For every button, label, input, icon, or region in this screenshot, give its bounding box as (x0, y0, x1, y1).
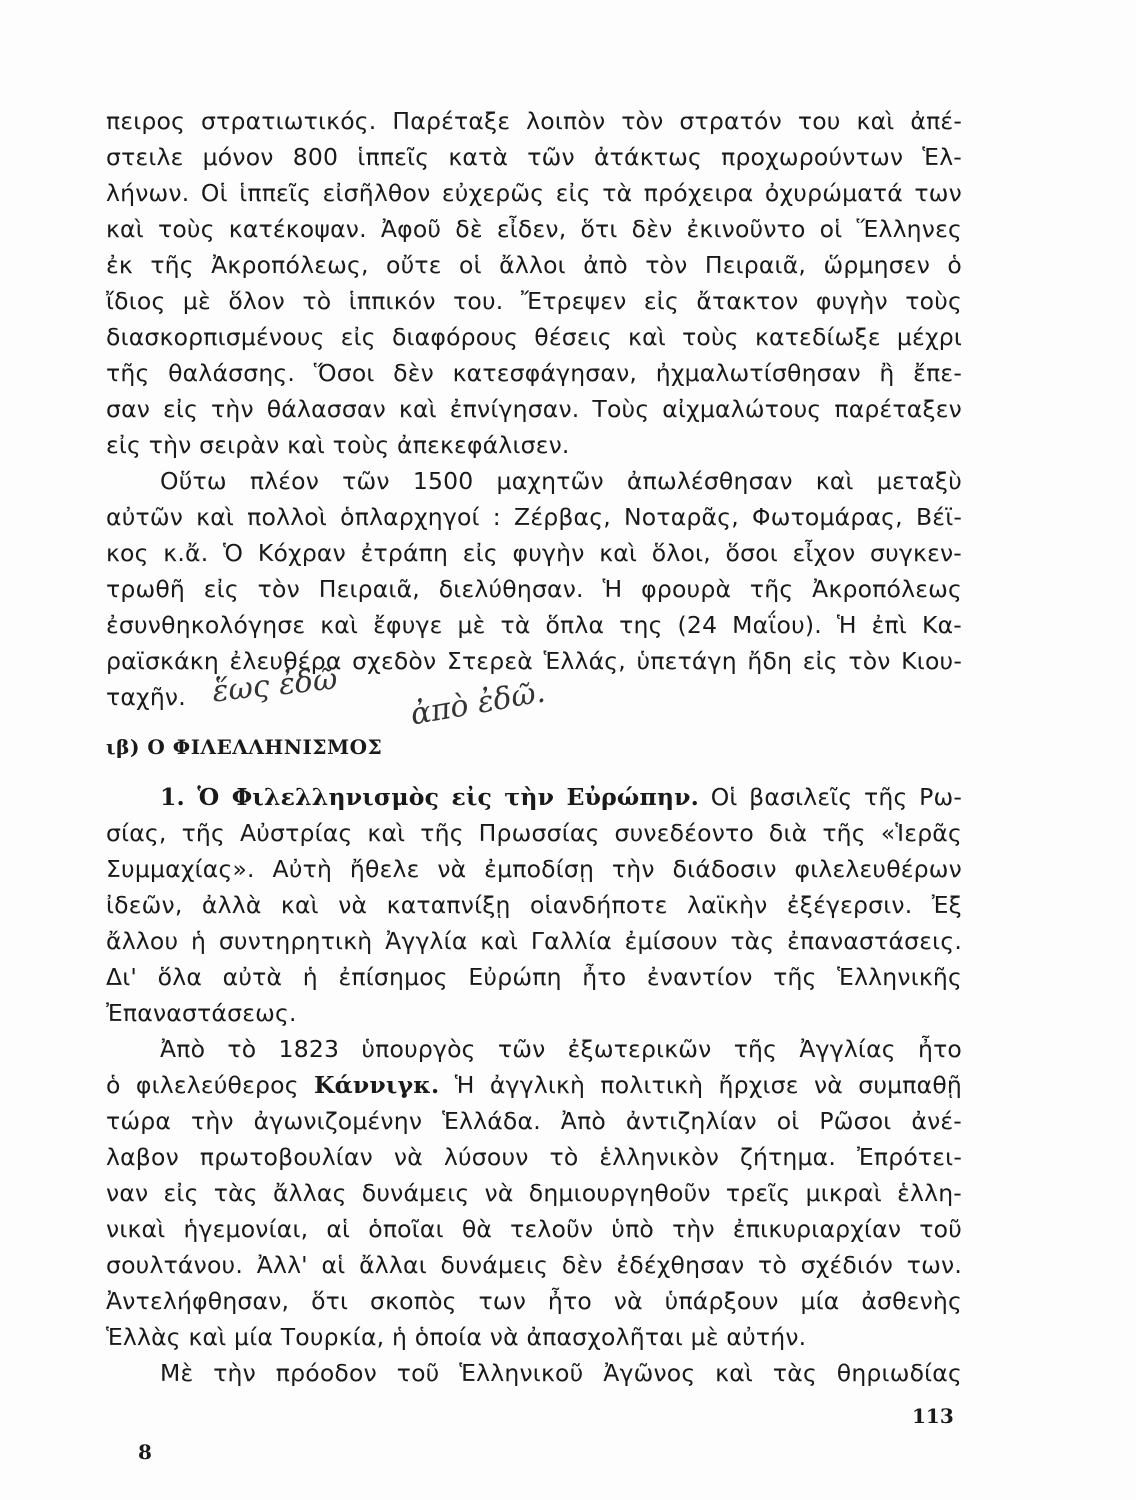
text-line: Μὲ τὴν πρόοδον τοῦ Ἑλληνικοῦ Ἀγῶνος καὶ τὰς θηριωδίας (160, 1359, 962, 1387)
text-line: εἰς τὴν σειρὰν καὶ τοὺς ἀπεκεφάλισεν. (106, 431, 570, 459)
text-line: ἄλλου ἡ συντηρητικὴ Ἀγγλία καὶ Γαλλία ἐμίσουν τὰς ἐπαναστάσεις. (106, 927, 962, 955)
handwritten-note-from-here: ἀπὸ ἐδῶ. (407, 674, 548, 733)
signature-number: 8 (138, 1440, 152, 1464)
text-line: Ἀντελήφθησαν, ὅτι σκοπὸς των ἦτο νὰ ὑπάρξουν μία ἀσθενὴς (106, 1287, 962, 1315)
text-line: λήνων. Οἱ ἱππεῖς εἰσῆλθον εὐχερῶς εἰς τὰ πρόχειρα ὀχυρώματά των (106, 179, 962, 207)
text-line: Ἑλλὰς καὶ μία Τουρκία, ἡ ὁποία νὰ ἀπασχολῆται μὲ αὐτήν. (106, 1323, 807, 1351)
text-line: στειλε μόνον 800 ἱππεῖς κατὰ τῶν ἀτάκτως προχωρούντων Ἑλ- (106, 143, 962, 171)
text-line: καὶ τοὺς κατέκοψαν. Ἀφοῦ δὲ εἶδεν, ὅτι δὲν ἐκινοῦντο οἱ Ἕλληνες (106, 215, 962, 243)
text-line: ταχῆν. (106, 683, 186, 711)
text-fragment: Ἡ ἀγγλικὴ πολιτικὴ ἤρχισε νὰ συμπαθῇ (454, 1071, 963, 1099)
text-line: σαν εἰς τὴν θάλασσαν καὶ ἐπνίγησαν. Τοὺς αἰχμαλώτους παρέταξεν (106, 395, 962, 423)
text-line: ναν εἰς τὰς ἄλλας δυνάμεις νὰ δημιουργηθοῦν τρεῖς μικραὶ ἑλλη- (106, 1179, 962, 1207)
text-line: ἴδιος μὲ ὅλον τὸ ἱππικόν του. Ἔτρεψεν εἰς ἄτακτον φυγὴν τοὺς (106, 287, 962, 315)
text-line: τρωθῆ εἰς τὸν Πειραιᾶ, διελύθησαν. Ἡ φρουρὰ τῆς Ἀκροπόλεως (106, 575, 962, 603)
handwritten-note-until-here: ἕως ἐδῶ (210, 661, 340, 710)
text-line: ραϊσκάκη ἐλευθέρα σχεδὸν Στερεὰ Ἑλλάς, ὑπετάγη ἤδη εἰς τὸν Κιου- (106, 647, 962, 675)
text-line: νικαὶ ἡγεμονίαι, αἱ ὁποῖαι θὰ τελοῦν ὑπὸ τὴν ἐπικυριαρχίαν τοῦ (106, 1215, 962, 1243)
subsection-first-line (106, 780, 962, 814)
name-kanning: Κάννιγκ. (314, 1071, 440, 1099)
text-line: τῆς θαλάσσης. Ὅσοι δὲν κατεσφάγησαν, ἠχμαλωτίσθησαν ἢ ἔπε- (106, 359, 962, 387)
text-line: λαβον πρωτοβουλίαν νὰ λύσουν τὸ ἑλληνικὸν ζήτημα. Ἐπρότει- (106, 1143, 962, 1171)
text-line: πειρος στρατιωτικός. Παρέταξε λοιπὸν τὸν στρατόν του καὶ ἀπέ- (106, 107, 962, 135)
text-line: αὐτῶν καὶ πολλοὶ ὁπλαρχηγοί : Ζέρβας, Νοταρᾶς, Φωτομάρας, Βέϊ- (106, 503, 962, 531)
subsection-title: 1. Ὁ Φιλελληνισμὸς εἰς τὴν Εὐρώπην. (160, 783, 700, 811)
text-line: σίας, τῆς Αὐστρίας καὶ τῆς Πρωσσίας συνεδέοντο διὰ τῆς «Ἱερᾶς (106, 819, 962, 847)
page-number: 113 (912, 1404, 954, 1428)
text-fragment: ὁ φιλελεύθερος (106, 1071, 299, 1099)
text-line: ἰδεῶν, ἀλλὰ καὶ νὰ καταπνίξῃ οἱανδήποτε λαϊκὴν ἐξέγερσιν. Ἐξ (106, 891, 962, 919)
text-line: τώρα τὴν ἀγωνιζομένην Ἑλλάδα. Ἀπὸ ἀντιζηλίαν οἱ Ρῶσοι ἀνέ- (106, 1107, 962, 1135)
text-line: διασκορπισμένους εἰς διαφόρους θέσεις καὶ τοὺς κατεδίωξε μέχρι (106, 323, 962, 351)
text-line-with-name (106, 1068, 962, 1102)
text-line: Συμμαχίας». Αὐτὴ ἤθελε νὰ ἐμποδίσῃ τὴν διάδοσιν φιλελευθέρων (106, 855, 962, 883)
subsection-first-line-rest: Οἱ βασιλεῖς τῆς Ρω- (710, 783, 963, 811)
text-line: σουλτάνου. Ἀλλ' αἱ ἄλλαι δυνάμεις δὲν ἐδέχθησαν τὸ σχέδιόν των. (106, 1251, 962, 1279)
text-line: ἐκ τῆς Ἀκροπόλεως, οὔτε οἱ ἄλλοι ἀπὸ τὸν Πειραιᾶ, ὥρμησεν ὁ (106, 251, 962, 279)
text-line: Ἐπαναστάσεως. (106, 999, 297, 1027)
section-heading: ιβ) Ο ΦΙΛΕΛΛΗΝΙΣΜΟΣ (106, 735, 383, 759)
text-line: Δι' ὅλα αὐτὰ ἡ ἐπίσημος Εὐρώπη ἦτο ἐναντίον τῆς Ἑλληνικῆς (106, 963, 962, 991)
text-line: Οὕτω πλέον τῶν 1500 μαχητῶν ἀπωλέσθησαν καὶ μεταξὺ (160, 467, 962, 495)
text-line: Ἀπὸ τὸ 1823 ὑπουργὸς τῶν ἐξωτερικῶν τῆς Ἀγγλίας ἦτο (160, 1035, 962, 1063)
text-line: ἐσυνθηκολόγησε καὶ ἔφυγε μὲ τὰ ὅπλα της (24 Μαΐου). Ἡ ἐπὶ Κα- (106, 611, 962, 639)
text-line: κος κ.ἄ. Ὁ Κόχραν ἐτράπη εἰς φυγὴν καὶ ὅλοι, ὅσοι εἶχον συγκεν- (106, 539, 962, 567)
